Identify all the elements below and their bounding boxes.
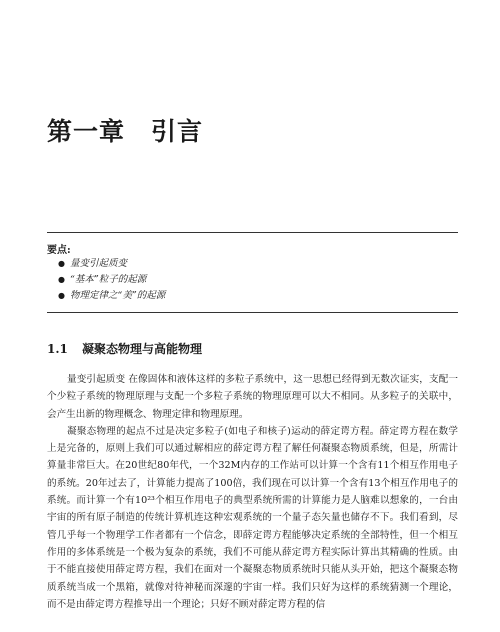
keypoint-item [58, 256, 165, 272]
keypoint-text: 物理定律之“美”的起源 [70, 290, 166, 301]
keypoint-text: “基本”粒子的起源 [70, 274, 147, 285]
chapter-title: 第一章 引言 [47, 117, 204, 146]
bullet-icon: ● [58, 291, 65, 300]
keypoint-item [58, 288, 165, 304]
body-paragraph: 凝聚态物理的起点不过是决定多粒子(如电子和核子)运动的薛定谔方程。薛定谔方程在数学上是完备的，原则上我们可以通过解相应的薛定谔方程了解任何凝聚态物质系统，但是，所需计算量非常巨大。在20世纪80年代，一个32M内存的工作站可以计算一个含有11个相互作用电子的系统。20年过去了，计算能力提高了100倍，我们现在可以计算一个含有13个相互作用电子的系统。而计算一个有10²³个相互作用电子的典型系统所需的计算能力是人脑难以想象的，一台由宇宙的所有原子制造的传统计算机连这种宏观系统的一个量子态矢量也储存不下。我们看到，尽管几乎每一个物理学工作者都有一个信念，即薛定谔方程能够决定系统的全部特性，但一个相互作用的多体系统是一个极为复杂的系统，我们不可能从薛定谔方程实际计算出其精确的性质。由于不能直接使用薛定谔方程，我们在面对一个凝聚态物质系统时只能从头开始，把这个凝聚态物质系统当成一个黑箱，就像对待神秘而深邃的宇宙一样。我们只好为这样的系统猜测一个理论，而不是由薛定谔方程推导出一个理论；只好不顾对薛定谔方程的信 [47, 425, 458, 610]
keypoints-bottom-rule [47, 312, 458, 313]
bullet-icon: ● [58, 259, 65, 268]
keypoints-list [58, 256, 165, 304]
body-paragraph: 量变引起质变 在像固体和液体这样的多粒子系统中，这一思想已经得到无数次证实，支配一个少粒子系统的物理原理与支配一个多粒子系统的物理原理可以大不相同。从多粒子的关联中，会产生出新的物理概念、物理定律和物理原理。 [47, 374, 458, 420]
section-title: 凝聚态物理与高能物理 [82, 342, 203, 356]
section-heading [47, 340, 202, 357]
keypoint-text: 量变引起质变 [70, 258, 128, 269]
section-number: 1.1 [47, 342, 68, 356]
body-text [47, 371, 458, 613]
keypoints-label: 要点: [47, 245, 71, 256]
keypoint-item [58, 272, 165, 288]
bullet-icon: ● [58, 275, 65, 284]
keypoints-top-rule [47, 232, 458, 233]
